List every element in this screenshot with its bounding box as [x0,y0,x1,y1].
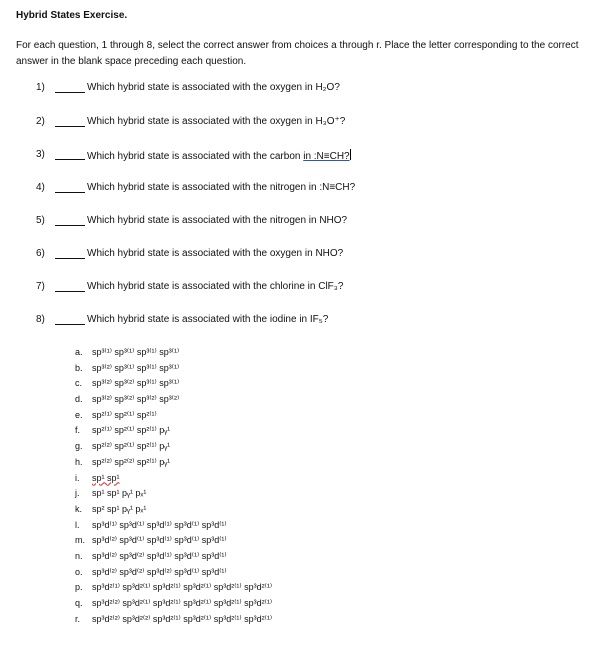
choice-m [75,535,272,551]
answer-blank[interactable] [55,291,85,292]
choice-text: sp³d²⁽¹⁾ sp³d²⁽¹⁾ sp³d²⁽¹⁾ sp³d²⁽¹⁾ sp³d²⁽¹⁾ sp³d²⁽¹⁾ [92,582,273,593]
question-number: 7) [36,281,45,292]
choice-d [75,394,272,410]
choice-text: sp³⁽²⁾ sp³⁽¹⁾ sp³⁽¹⁾ sp³⁽¹⁾ [92,362,180,373]
question-text [87,149,351,162]
choice-letter: l. [75,519,80,530]
choice-text: sp²⁽²⁾ sp²⁽¹⁾ sp²⁽¹⁾ pᵧ¹ [92,441,171,452]
question-text: Which hybrid state is associated with the nitrogen in NHO? [87,215,348,226]
choice-letter: g. [75,441,83,452]
choice-n [75,551,272,567]
choice-k [75,504,272,520]
question-number: 3) [36,149,45,160]
answer-blank[interactable] [55,192,85,193]
question-text: Which hybrid state is associated with the iodine in IF₅? [87,314,329,325]
choice-a [75,347,272,363]
choice-text: sp³d⁽²⁾ sp³d⁽¹⁾ sp³d⁽¹⁾ sp³d⁽¹⁾ sp³d⁽¹⁾ [92,535,227,546]
choice-letter: o. [75,566,83,577]
choice-letter: i. [75,472,80,483]
question-text: Which hybrid state is associated with the oxygen in NHO? [87,248,344,259]
choice-h [75,457,272,473]
choice-letter: c. [75,378,83,389]
choice-letter: r. [75,613,81,624]
choice-text: sp³⁽¹⁾ sp³⁽¹⁾ sp³⁽¹⁾ sp³⁽¹⁾ [92,347,180,357]
answer-blank[interactable] [55,225,85,226]
choice-letter: f. [75,425,81,436]
answer-blank[interactable] [55,92,85,93]
question-text-pre: Which hybrid state is associated with the carbon [87,151,304,162]
instructions-paragraph: For each question, 1 through 8, select the correct answer from choices a through r. Place the letter corresponding to the correct answer in the blank space preceding each question. [16,40,579,67]
choice-letter: p. [75,582,83,593]
choice-text: sp³⁽²⁾ sp³⁽²⁾ sp³⁽²⁾ sp³⁽²⁾ [92,394,180,405]
choice-i [75,473,272,489]
choice-text: sp² sp¹ pᵧ¹ pₓ¹ [92,503,147,514]
choice-letter: h. [75,456,83,467]
question-number: 4) [36,182,45,193]
choice-text: sp²⁽¹⁾ sp²⁽¹⁾ sp²⁽¹⁾ [92,409,157,420]
choice-text: sp¹ sp¹ [92,472,120,483]
choice-letter: e. [75,409,83,420]
question-text-link: in :N≡CH? [303,151,350,162]
choice-r [75,614,272,630]
choice-text: sp³d⁽¹⁾ sp³d⁽¹⁾ sp³d⁽¹⁾ sp³d⁽¹⁾ sp³d⁽¹⁾ [92,519,227,530]
answer-blank[interactable] [55,126,85,127]
choice-letter: q. [75,598,83,608]
question-number: 8) [36,314,45,325]
choice-l [75,520,272,536]
choice-e [75,410,272,426]
question-number: 1) [36,82,45,93]
choice-text: sp³⁽²⁾ sp³⁽²⁾ sp³⁽¹⁾ sp³⁽¹⁾ [92,378,180,389]
question-number: 5) [36,215,45,226]
answer-choices-list [75,347,272,629]
choice-j [75,488,272,504]
choice-text: sp³d²⁽²⁾ sp³d²⁽²⁾ sp³d²⁽¹⁾ sp³d²⁽¹⁾ sp³d²⁽¹⁾ sp³d²⁽¹⁾ [92,613,273,624]
document-title: Hybrid States Exercise. [16,10,128,21]
choice-letter: k. [75,503,83,514]
choice-o [75,567,272,583]
answer-blank[interactable] [55,258,85,259]
choice-text: sp²⁽¹⁾ sp²⁽¹⁾ sp²⁽¹⁾ pᵧ¹ [92,425,171,436]
choice-c [75,378,272,394]
choice-p [75,582,272,598]
choice-text: sp²⁽²⁾ sp²⁽²⁾ sp²⁽¹⁾ pᵧ¹ [92,456,171,467]
answer-blank[interactable] [55,324,85,325]
question-text: Which hybrid state is associated with the nitrogen in :N≡CH? [87,182,356,193]
choice-text: sp³d⁽²⁾ sp³d⁽²⁾ sp³d⁽¹⁾ sp³d⁽¹⁾ sp³d⁽¹⁾ [92,550,227,561]
choice-text: sp³d²⁽²⁾ sp³d²⁽¹⁾ sp³d²⁽¹⁾ sp³d²⁽¹⁾ sp³d²⁽¹⁾ sp³d²⁽¹⁾ [92,598,273,608]
question-text: Which hybrid state is associated with the oxygen in H₂O? [87,82,340,93]
choice-letter: n. [75,550,83,561]
choice-letter: d. [75,394,83,405]
choice-text: sp³d⁽²⁾ sp³d⁽²⁾ sp³d⁽²⁾ sp³d⁽¹⁾ sp³d⁽¹⁾ [92,566,227,577]
choice-letter: j. [75,488,80,499]
choice-g [75,441,272,457]
question-number: 2) [36,116,45,127]
choice-b [75,363,272,379]
choice-text: sp¹ sp¹ pᵧ¹ pₓ¹ [92,488,147,499]
choice-letter: m. [75,535,85,546]
question-text: Which hybrid state is associated with the oxygen in H₃O⁺? [87,116,346,127]
question-number: 6) [36,248,45,259]
choice-q [75,598,272,614]
choice-letter: a. [75,347,83,357]
question-text: Which hybrid state is associated with the chlorine in ClF₃? [87,281,344,292]
choice-f [75,425,272,441]
text-cursor [350,149,351,160]
choice-letter: b. [75,362,83,373]
answer-blank[interactable] [55,159,85,160]
